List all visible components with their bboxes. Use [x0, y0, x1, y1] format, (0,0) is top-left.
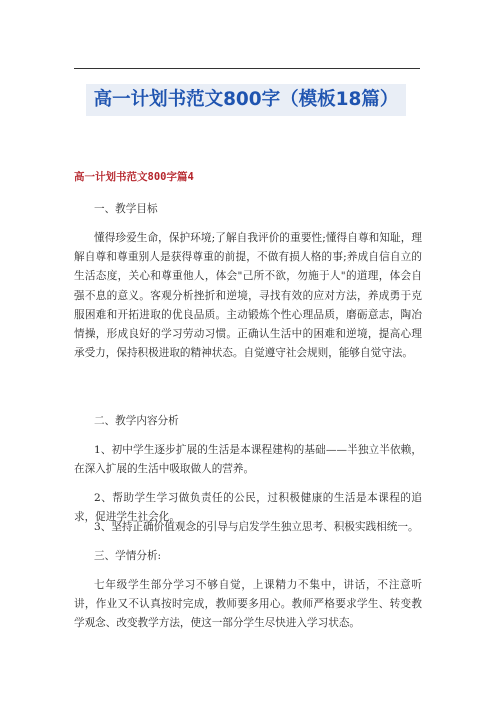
paragraph-content-2: 2、帮助学生学习做负责任的公民，过积极健康的生活是本课程的追求，促进学生社会化。	[74, 492, 422, 524]
paragraph-goals: 懂得珍爱生命，保护环境;了解自我评价的重要性;懂得自尊和知耻，理解自尊和尊重别人是获得尊重的前提，不做有损人格的事;养成自信自立的生活态度，关心和尊重他人，体会"己所不欲，勿施于人"的道理，体会自强不息的意义。客观分析挫折和逆境，寻找有效的应对方法，养成勇于克服困难和开拓进取的优良品质。主动锻炼个性心理品质，磨砺意志，陶冶情操，形成良好的学习劳动习惯。正确认生活中的困难和逆境，提高心理承受力，保持积极进取的精神状态。自觉遵守社会规则，能够自觉守法。	[74, 232, 422, 360]
heading-student-analysis: 三、学情分析:	[94, 550, 162, 562]
page-title: 高一计划书范文800字（模板18篇）	[93, 89, 399, 110]
top-divider	[74, 68, 420, 69]
section-title: 高一计划书范文800字篇4	[74, 171, 194, 183]
paragraph-content-1: 1、初中学生逐步扩展的生活是本课程建构的基础——半独立半依赖，在深入扩展的生活中吸取做人的营养。	[74, 444, 422, 476]
heading-teaching-goals: 一、教学目标	[94, 203, 158, 215]
paragraph-content-3: 3、坚持正确价值观念的引导与启发学生独立思考、积极实践相统一。	[94, 521, 419, 533]
paragraph-student-analysis: 七年级学生部分学习不够自觉，上课精力不集中，讲话，不注意听讲，作业又不认真按时完成，教师要多用心。教师严格要求学生、转变教学观念、改变教学方法，使这一部分学生尽快进入学习状态。	[74, 579, 422, 630]
title-banner	[86, 84, 406, 116]
heading-content-analysis: 二、教学内容分析	[94, 415, 179, 427]
